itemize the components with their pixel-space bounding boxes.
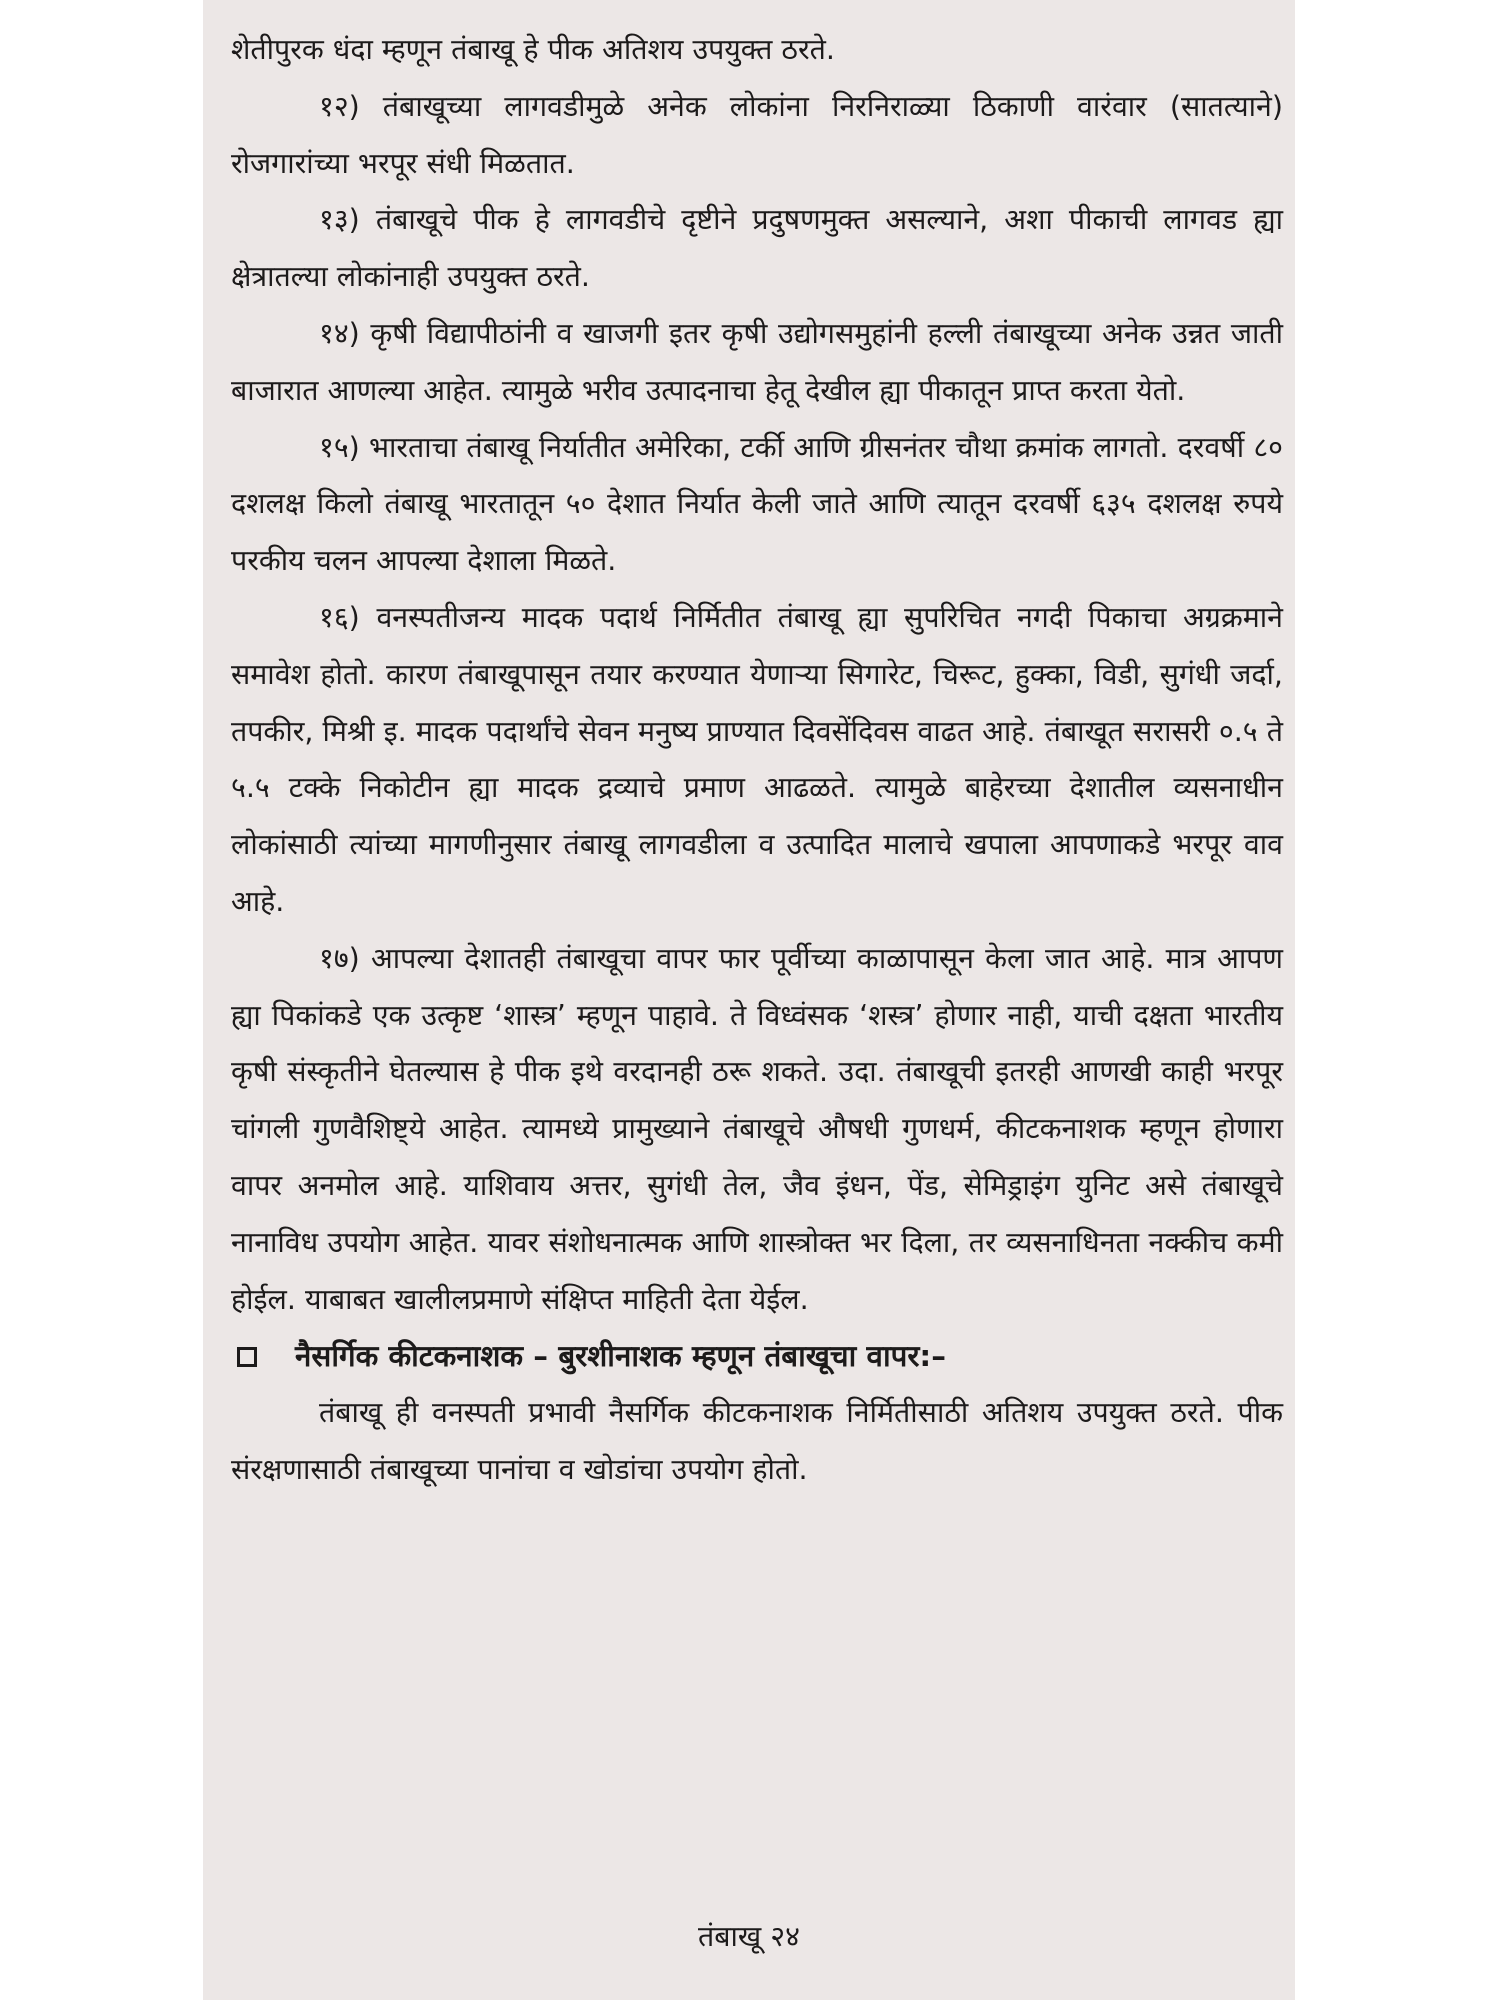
paragraph-17: १७) आपल्या देशातही तंबाखूचा वापर फार पूर्वीच्या काळापासून केला जात आहे. मात्र आपण ह्या पिकांकडे एक उत्कृष्ट ‘शास्त्र’ म्हणून पाहावे. ते विध्वंसक ‘शस्त्र’ होणार नाही, याची दक्षता भारतीय कृषी संस्कृतीने घेतल्यास हे पीक इथे वरदानही ठरू शकते. उदा. तंबाखूची इतरही आणखी काही भरपूर चांगली गुणवैशिष्ट्ये आहेत. त्यामध्ये प्रामुख्याने तंबाखूचे औषधी गुणधर्म, कीटकनाशक म्हणून होणारा वापर अनमोल आहे. याशिवाय अत्तर, सुगंधी तेल, जैव इंधन, पेंड, सेमिड्राइंग युनिट असे तंबाखूचे नानाविध उपयोग आहेत. यावर संशोधनात्मक आणि शास्त्रोक्त भर दिला, तर व्यसनाधिनता नक्कीच कमी होईल. याबाबत खालीलप्रमाणे संक्षिप्त माहिती देता येईल. bbox=[231, 941, 1283, 1316]
paragraph-16: १६) वनस्पतीजन्य मादक पदार्थ निर्मितीत तंबाखू ह्या सुपरिचित नगदी पिकाचा अग्रक्रमाने समावेश होतो. कारण तंबाखूपासून तयार करण्यात येणाऱ्या सिगारेट, चिरूट, हुक्का, विडी, सुगंधी जर्दा, तपकीर, मिश्री इ. मादक पदार्थांचे सेवन मनुष्य प्राण्यात दिवसेंदिवस वाढत आहे. तंबाखूत सरासरी ०.५ ते ५.५ टक्के निकोटीन ह्या मादक द्रव्याचे प्रमाण आढळते. त्यामुळे बाहेरच्या देशातील व्यसनाधीन लोकांसाठी त्यांच्या मागणीनुसार तंबाखू लागवडीला व उत्पादित मालाचे खपाला आपणाकडे भरपूर वाव आहे. bbox=[231, 600, 1283, 918]
paragraph-12: १२) तंबाखूच्या लागवडीमुळे अनेक लोकांना निरनिराळ्या ठिकाणी वारंवार (सातत्याने) रोजगारांच्या भरपूर संधी मिळतात. bbox=[231, 89, 1283, 180]
paragraph-15: १५) भारताचा तंबाखू निर्यातीत अमेरिका, टर्की आणि ग्रीसनंतर चौथा क्रमांक लागतो. दरवर्षी ८० दशलक्ष किलो तंबाखू भारतातून ५० देशात निर्यात केली जाते आणि त्यातून दरवर्षी ६३५ दशलक्ष रुपये परकीय चलन आपल्या देशाला मिळते. bbox=[231, 430, 1283, 578]
paragraph-last: तंबाखू ही वनस्पती प्रभावी नैसर्गिक कीटकनाशक निर्मितीसाठी अतिशय उपयुक्त ठरते. पीक संरक्षणासाठी तंबाखूच्या पानांचा व खोडांचा उपयोग होतो. bbox=[231, 1396, 1283, 1486]
square-bullet-icon bbox=[237, 1347, 257, 1367]
paragraph-11-tail: शेतीपुरक धंदा म्हणून तंबाखू हे पीक अतिशय उपयुक्त ठरते. bbox=[231, 33, 835, 66]
section-heading bbox=[231, 1328, 1283, 1385]
paragraph-14: १४) कृषी विद्यापीठांनी व खाजगी इतर कृषी उद्योगसमुहांनी हल्ली तंबाखूच्या अनेक उन्नत जाती बाजारात आणल्या आहेत. त्यामुळे भरीव उत्पादनाचा हेतू देखील ह्या पीकातून प्राप्त करता येतो. bbox=[231, 316, 1283, 407]
page-footer: तंबाखू २४ bbox=[698, 1920, 800, 1953]
section-heading-text: नैसर्गिक कीटकनाशक – बुरशीनाशक म्हणून तंबाखूचा वापर:– bbox=[295, 1339, 946, 1374]
page-content bbox=[231, 22, 1283, 1499]
paragraph-13: १३) तंबाखूचे पीक हे लागवडीचे दृष्टीने प्रदुषणमुक्त असल्याने, अशा पीकाची लागवड ह्या क्षेत्रातल्या लोकांनाही उपयुक्त ठरते. bbox=[231, 203, 1283, 294]
book-page bbox=[203, 0, 1295, 2000]
